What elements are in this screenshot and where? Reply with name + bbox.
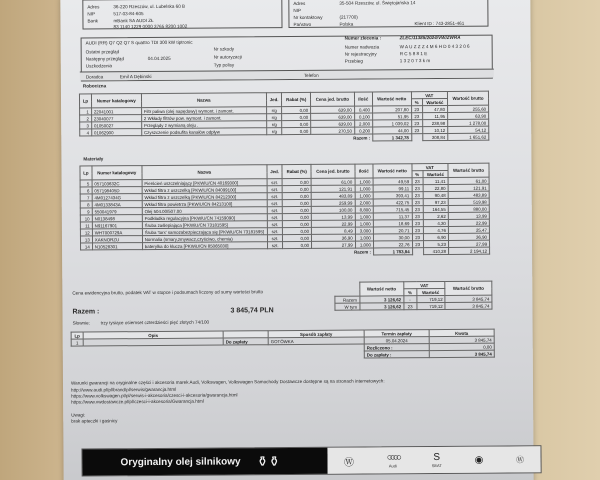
payment-do-zaplaty-label: Do zapłaty <box>223 338 268 345</box>
cell-brutto: 519,98 <box>448 198 489 205</box>
slownie: trzy tysiące osiemset czterdzieści pięć złotych 74/100 <box>100 319 210 326</box>
cell-jed: szt. <box>267 228 283 235</box>
cell-jed: szt. <box>267 207 283 214</box>
cell-nazwa: Filtr paliwa (olej napędowy) wymont. i zamont. <box>141 107 266 115</box>
seller-nip: 517-03-84-605 <box>113 11 144 17</box>
col-vat-pct: % <box>411 99 422 106</box>
col-lp: Lp <box>79 94 91 108</box>
desk-surface-left <box>0 0 64 480</box>
nr-rejestracyjny: R C 5 8 8 1 E <box>399 51 428 57</box>
cell-vat: 47,80 <box>422 105 447 112</box>
cell-rabat: 0,00 <box>283 213 312 220</box>
uwagi-label: Uwagi: <box>71 412 86 418</box>
cell-netto: 393,41 <box>373 192 412 199</box>
cell-nazwa: Wkład filtra powietrza [PKWiU/CN 84213100] <box>142 200 267 208</box>
seller-adres-label: Adres <box>87 4 100 10</box>
cell-lp: 4 <box>80 129 92 136</box>
telefon-label: Telefon <box>303 72 319 78</box>
robocizna-sum-brutto: 1 651,62 <box>448 133 489 140</box>
cell-rabat: 0,00 <box>283 234 312 241</box>
cell-cena: 639,00 <box>311 106 355 113</box>
warranty-link-vw-dostawcze[interactable]: https://www.vwdostawcze.pl/pl/czesci-i-akcesoria/Gwarancja.html <box>71 398 204 405</box>
doradca-label: Doradca <box>85 74 104 80</box>
cell-cena: 61,00 <box>311 178 355 185</box>
col-rabat: Rabat (%) <box>282 164 311 178</box>
cell-netto: 715,45 <box>373 206 412 213</box>
cell-ilosc: 1,000 <box>355 220 373 227</box>
cell-pct: 23 <box>412 178 423 185</box>
warranty-link-vw[interactable]: https://www.volkswagen.pl/pl/serwis-i-akcesoria/czesci-i-akcesoria/gwarancja.html <box>71 392 238 399</box>
vat-summary-row <box>335 302 492 310</box>
seat-label: SEAT <box>431 462 442 469</box>
cell-pct: 23 <box>412 199 423 206</box>
cell-cena: 639,00 <box>311 120 355 127</box>
cell-vat: 4,76 <box>423 226 448 233</box>
cell-netto: 422,75 <box>373 199 412 206</box>
cell-ilosc: 0,200 <box>354 127 372 134</box>
cell-ilosc: 1,000 <box>355 178 373 185</box>
vat-summary-pct: 23 <box>404 303 417 310</box>
robocizna-table <box>79 91 489 144</box>
materialy-sum-vat: 410,28 <box>423 247 448 254</box>
vehicle-box <box>81 35 493 82</box>
cell-rabat: 0,00 <box>283 227 312 234</box>
col-brutto: Wartość brutto <box>447 91 488 105</box>
cell-netto: 18,69 <box>373 220 412 227</box>
numer-nadwozia-label: Numer nadwozia <box>344 44 380 50</box>
buyer-klient-id: Klient ID : 743-2851-461 <box>414 20 465 27</box>
vat-summary-val-header: Wartość <box>416 288 445 295</box>
rozliczono: 0,00 <box>429 343 494 350</box>
do-zaplaty-label: Do zapłaty : <box>364 351 429 358</box>
col-vat-pct: % <box>412 171 423 178</box>
materialy-razem-label: Razem : <box>354 249 371 255</box>
cell-nazwa: Pierścień uszczelniający [PKWiU/CN 40169300] <box>142 179 267 187</box>
cell-pct: 23 <box>412 241 423 248</box>
cell-cena: 36,90 <box>312 234 356 241</box>
do-zaplaty: 3 845,74 <box>429 350 494 357</box>
cell-rabat: 0,00 <box>283 206 312 213</box>
cell-cena: 639,00 <box>311 113 355 120</box>
cell-nazwa: Przeglądy z wymianą oleju . <box>141 121 266 129</box>
col-nazwa: Nazwa <box>141 93 266 108</box>
doradca: Emil A Dębinski <box>119 74 152 80</box>
cell-cena: 270,50 <box>311 127 355 134</box>
vat-summary-brutto: 3 845,74 <box>445 295 492 302</box>
cell-kat: 057103632C <box>92 180 142 187</box>
payment-sposob-header: Sposób zapłaty <box>268 330 364 338</box>
cell-vat: 10,12 <box>423 126 448 133</box>
col-ilosc: Ilość <box>355 164 373 178</box>
col-katalog: Numer katalogowy <box>91 94 141 108</box>
cell-jed: szt. <box>267 235 283 242</box>
col-vat: VAT <box>411 91 447 98</box>
cell-vat: 22,80 <box>423 184 448 191</box>
cell-netto: 22,76 <box>373 241 412 248</box>
robocizna-sum-vat: 308,84 <box>423 133 448 140</box>
cell-brutto: 27,99 <box>448 240 489 247</box>
cell-cena: 121,91 <box>311 185 355 192</box>
cell-nazwa: Podkładka regulacyjna [PKWiU/CN 74159090] <box>142 214 267 222</box>
cell-kat: 550041979 <box>92 208 142 215</box>
cell-brutto: 255,60 <box>448 105 489 112</box>
payment-lp-header: Lp <box>71 332 83 339</box>
cell-brutto: 54,12 <box>448 126 489 133</box>
cell-ilosc: 8,800 <box>355 206 373 213</box>
vat-summary-netto: 3 126,62 <box>359 296 403 303</box>
cell-nazwa: 2 Wkłady filtrów pow. wymont. i zamont. <box>141 114 266 122</box>
payment-kwota: 3 845,74 <box>429 336 494 343</box>
cell-kat: 22041001 <box>91 108 141 115</box>
cell-brutto: 880,00 <box>448 205 489 212</box>
cell-nazwa: Wkład filtra z uszczelką [PKWiU/CN 84099100] <box>142 186 267 194</box>
cell-rabat: 0,00 <box>282 120 311 127</box>
cell-vat: 90,48 <box>423 191 448 198</box>
cell-lp: 12 <box>80 229 92 236</box>
payment-sposob: GOTÓWKA <box>268 337 364 345</box>
cell-ilosc: 3,000 <box>355 227 373 234</box>
vat-summary-pct: - <box>404 296 417 303</box>
cell-rabat: 0,00 <box>282 106 311 113</box>
nr-szkody-label: Nr szkody <box>213 46 235 52</box>
cell-cena: 100,00 <box>311 206 355 213</box>
cell-kat: N10528301 <box>92 243 142 250</box>
payment-termin: 05.04.2024 <box>364 337 429 344</box>
cell-nazwa: Śruba zaślepiająca [PKWiU/CN 73181595] <box>142 221 267 229</box>
cell-nazwa: Normalia (smary,zmywacz,czyściwo, chemia) <box>142 235 267 243</box>
cell-nazwa: Olej 504.00/507.00 <box>142 207 267 215</box>
razem-total: 3 845,74 PLN <box>230 307 274 315</box>
col-jed: Jed. <box>266 93 282 107</box>
cell-pct: 23 <box>412 227 423 234</box>
col-ilosc: Ilość <box>354 92 372 106</box>
cell-rabat: 0,00 <box>283 199 312 206</box>
cell-brutto: 121,91 <box>448 184 489 191</box>
vat-summary-netto: 3 126,62 <box>359 303 403 310</box>
vat-summary-brutto: 3 845,74 <box>445 302 492 309</box>
materialy-table <box>79 163 490 258</box>
cell-jed: szt. <box>267 179 283 186</box>
col-cena: Cena jed. brutto <box>311 164 355 178</box>
payment-lp: 1 <box>71 339 83 346</box>
cell-lp: 14 <box>81 243 93 250</box>
cell-jed: szt. <box>267 214 283 221</box>
cell-jed: r/g <box>266 121 282 128</box>
cell-rabat: 0,00 <box>283 241 312 248</box>
cell-netto: 11,37 <box>373 213 412 220</box>
cell-pct: 23 <box>412 192 423 199</box>
cell-cena: 483,89 <box>311 192 355 199</box>
vat-summary-label: Razem <box>335 296 360 303</box>
vat-summary-label: W tym <box>335 303 360 310</box>
cell-jed: szt. <box>267 221 283 228</box>
cell-nazwa: Wkład filtra z uszczelką [PKWiU/CN 84212300] <box>142 193 267 201</box>
cell-brutto: 61,00 <box>448 177 489 184</box>
cell-vat: 97,23 <box>423 198 448 205</box>
cell-brutto: 22,99 <box>448 219 489 226</box>
cell-vat: 238,98 <box>422 119 447 126</box>
oil-banner-text: Oryginalny olej silnikowy <box>120 455 241 468</box>
cell-rabat: 0,00 <box>282 113 311 120</box>
seat-logo-icon: S SEAT <box>431 452 442 469</box>
cell-lp: 1 <box>80 108 92 115</box>
cell-jed: r/g <box>266 128 282 135</box>
cell-netto: 207,80 <box>372 106 411 113</box>
cell-ilosc: 1,000 <box>355 185 373 192</box>
vat-summary-vat: 719,12 <box>416 302 445 309</box>
cell-lp: 5 <box>80 180 92 187</box>
cell-lp: 13 <box>80 236 92 243</box>
cell-vat: 11,41 <box>423 177 448 184</box>
cell-vat: 2,62 <box>423 212 448 219</box>
nastepny-przeglad: 04.04.2025 <box>147 55 171 62</box>
cell-jed: r/g <box>266 107 282 114</box>
cell-ilosc: 1,000 <box>355 192 373 199</box>
seller-bank-name: mBank SA AUDI ZŁ <box>113 17 154 24</box>
nastepny-przeglad-label: Następny przegląd <box>85 56 125 62</box>
nr-rejestracyjny-label: Nr rejestracyjny <box>344 51 377 57</box>
materialy-title: Materiały <box>83 156 104 162</box>
cell-kat: 4M0127434G <box>92 194 142 201</box>
vat-summary-vat: 719,12 <box>416 295 445 302</box>
vat-summary-vat-header: VAT <box>403 281 445 288</box>
seller-bank-label: Bank <box>87 18 98 24</box>
cell-nazwa: Czyszczenie podsufita kanałów odpływ <box>141 128 266 136</box>
payment-termin-header: Termin zapłaty <box>364 330 429 337</box>
cell-rabat: 0,00 <box>282 178 311 185</box>
cell-netto: 1 039,02 <box>373 120 412 127</box>
rozliczono-label: Rozliczono : <box>364 344 429 351</box>
audi-label: Audi <box>388 463 397 469</box>
cell-lp: 3 <box>80 122 92 129</box>
cell-kat: 23040077 <box>91 115 141 122</box>
payment-kwota-header: Kwota <box>429 329 494 336</box>
buyer-box <box>288 0 488 28</box>
nr-autoryzacji-label: Nr autoryzacji <box>213 54 242 60</box>
cell-jed: szt. <box>267 242 283 249</box>
typ-polisy-label: Typ polisy <box>213 62 235 68</box>
cell-netto: 30,00 <box>373 234 412 241</box>
robocizna-title: Robocizna <box>82 83 107 89</box>
buyer-kontakt-label: Nr kontaktowy <box>293 14 323 21</box>
cell-brutto: 1 278,00 <box>448 119 489 126</box>
materialy-sum-brutto: 2 194,12 <box>449 247 490 254</box>
cell-rabat: 0,00 <box>283 192 312 199</box>
col-vat: VAT <box>412 163 448 170</box>
cell-jed: szt. <box>267 200 283 207</box>
cell-vat: 11,95 <box>422 112 447 119</box>
cell-cena: 8,49 <box>311 227 355 234</box>
cell-ilosc: 2,000 <box>354 120 372 127</box>
cell-pct: 23 <box>412 213 423 220</box>
cell-pct: 23 <box>412 220 423 227</box>
cell-kat: WHT000729A <box>92 229 142 236</box>
cell-lp: 7 <box>80 194 92 201</box>
cell-nazwa: baterylka do klucza [PKWiU/CN 85065030] <box>142 242 267 250</box>
cell-pct: 23 <box>412 206 423 213</box>
col-lp: Lp <box>80 166 92 180</box>
cell-lp: 9 <box>80 208 92 215</box>
cell-lp: 10 <box>80 215 92 222</box>
audi-logo-icon: ○○○○ Audi <box>386 452 399 469</box>
cell-kat: N91167901 <box>92 222 142 229</box>
cell-lp: 8 <box>80 201 92 208</box>
vat-summary-brutto-header: Wartość brutto <box>445 281 492 295</box>
vat-summary-pct-header: % <box>404 289 417 296</box>
buyer-nip-label: NIP <box>293 7 302 14</box>
seller-bank-account: 83 1140 1229 0000 3765 8200 1002 <box>113 23 188 30</box>
cell-pct: 23 <box>411 113 422 120</box>
cell-cena: 13,99 <box>311 213 355 220</box>
col-brutto: Wartość brutto <box>448 163 489 177</box>
cell-jed: szt. <box>267 193 283 200</box>
cell-brutto: 483,89 <box>448 191 489 198</box>
buyer-adres-label: Adres <box>293 0 306 7</box>
cell-kat: N0138498 <box>92 215 142 222</box>
cell-netto: 44,00 <box>373 127 412 134</box>
cell-pct: 23 <box>412 234 423 241</box>
summary-note: Cena ewidencyjna brutto, podatek VAT w stopce i podsumach liczony od sumy wartości brutto <box>72 289 264 296</box>
cell-netto: 49,59 <box>373 178 412 185</box>
col-rabat: Rabat (%) <box>282 92 311 106</box>
warranty-link-audi[interactable]: http://www.audi.pl/pl/brand/pl/serwis/gwarancja.html <box>71 386 177 393</box>
cell-rabat: 0,00 <box>282 127 311 134</box>
cell-netto: 99,11 <box>373 185 412 192</box>
robocizna-razem-label: Razem : <box>353 135 371 141</box>
przebieg: 1 3 2 0 7 3 k m <box>399 58 431 64</box>
vw-logo-icon: Ⓦ <box>343 457 354 469</box>
cell-brutto: 13,99 <box>448 212 489 219</box>
payment-table <box>71 329 495 361</box>
cell-lp: 6 <box>80 187 92 194</box>
cell-ilosc: 2,000 <box>355 199 373 206</box>
col-cena: Cena jed. brutto <box>311 92 355 106</box>
oil-bottles-icon: ⚱⚱ <box>256 452 281 469</box>
cell-ilosc: 0,100 <box>354 113 372 120</box>
cell-kat: 01050027 <box>91 122 141 129</box>
seller-box <box>82 0 282 29</box>
invoice-document <box>60 0 533 480</box>
cell-netto: 20,71 <box>373 227 412 234</box>
cell-pct: 23 <box>412 185 423 192</box>
cell-jed: r/g <box>266 114 282 121</box>
seller-nip-label: NIP <box>87 11 96 17</box>
cell-kat: XAKNORZU <box>92 236 142 243</box>
cell-vat: 6,90 <box>423 233 448 240</box>
warranty-text: Warunki gwarancji na oryginalne części i akcesoria marek Audi, Volkswagen, Volkswagen Samochody Dostawcze dostępne są na stronach internetowych: <box>70 378 385 386</box>
col-netto: Wartość netto <box>372 92 411 106</box>
razem-label: Razem : <box>72 308 100 316</box>
cell-brutto: 25,47 <box>448 226 489 233</box>
cell-vat: 164,55 <box>423 205 448 212</box>
doradca-row <box>80 69 494 81</box>
vat-summary-netto-header: Wartość netto <box>359 282 403 296</box>
buyer-panstwo-label: Państwo <box>293 21 312 28</box>
buyer-panstwo: Polska <box>339 21 354 27</box>
col-jed: Jed. <box>267 165 283 179</box>
col-nazwa: Nazwa <box>142 165 267 180</box>
cell-cena: 22,99 <box>311 220 355 227</box>
cell-cena: 27,99 <box>312 241 356 248</box>
buyer-kontakt: (217700) <box>339 14 358 20</box>
slownie-label: Słownie: <box>72 320 90 326</box>
cell-netto: 51,95 <box>372 113 411 120</box>
numer-zlecenia-label: Numer zlecenia : <box>344 35 382 41</box>
cell-pct: 23 <box>411 120 422 127</box>
brand-logos <box>327 446 540 473</box>
col-vat-val: Wartość <box>423 170 448 177</box>
numer-zlecenia: ZLEC/11385/2024/VW/ZWRA <box>399 34 461 41</box>
uwagi: brak apteczki i gaśnicy <box>71 418 118 424</box>
col-netto: Wartość netto <box>373 164 412 178</box>
seller-adres: 36-220 Rzeszów, ul. Lubelska 60 B <box>113 3 186 10</box>
cell-kat: 01062900 <box>91 129 141 136</box>
cell-pct: 23 <box>411 127 422 134</box>
cell-ilosc: 1,000 <box>355 241 373 248</box>
payment-opis-header: Opis <box>83 331 223 339</box>
oil-banner-dark <box>82 448 327 476</box>
cell-ilosc: 1,000 <box>355 234 373 241</box>
uszkodzenia-label: Uszkodzenia <box>85 63 113 69</box>
vehicle-model: AUDI (RR) Q7 Q2 Q7 S quattro TDI 300 kW tiptronic <box>85 39 193 46</box>
oil-banner <box>81 445 541 476</box>
cell-lp: 11 <box>80 222 92 229</box>
cell-nazwa: Śruba 'torx' samozabezpieczająca się [PKWiU/CN 73181595] <box>142 228 267 236</box>
cell-brutto: 63,90 <box>448 112 489 119</box>
ostatni-przeglad-label: Ostatni przegląd <box>85 49 120 55</box>
cell-kat: 4M0133843A <box>92 201 142 208</box>
cell-vat: 5,23 <box>423 240 448 247</box>
cell-pct: 23 <box>411 106 422 113</box>
cell-rabat: 0,00 <box>283 220 312 227</box>
skoda-logo-icon: ◉ <box>474 454 484 466</box>
cell-kat: 057198405D <box>92 187 142 194</box>
vat-summary-table <box>334 281 492 311</box>
robocizna-sum-netto: 1 342,78 <box>373 134 412 141</box>
buyer-adres: 35-504 Rzeszów, ul. Świętojańska 14 <box>339 0 416 6</box>
cell-ilosc: 1,000 <box>355 213 373 220</box>
cell-vat: 4,30 <box>423 219 448 226</box>
materialy-sum-netto: 1 783,84 <box>373 248 412 255</box>
przebieg-label: Przebieg <box>344 58 363 64</box>
cell-cena: 259,99 <box>311 199 355 206</box>
cell-lp: 2 <box>80 115 92 122</box>
col-vat-val: Wartość <box>422 98 447 105</box>
cell-ilosc: 0,400 <box>354 106 372 113</box>
cell-rabat: 0,00 <box>283 185 312 192</box>
cell-brutto: 36,90 <box>448 233 489 240</box>
cell-jed: szt. <box>267 186 283 193</box>
vw-commercial-logo-icon: Ⓦ <box>516 454 525 464</box>
col-katalog: Numer katalogowy <box>92 166 142 180</box>
numer-nadwozia: W A U Z Z Z 4 M 6 H D 0 4 3 2 0 6 <box>399 43 470 50</box>
